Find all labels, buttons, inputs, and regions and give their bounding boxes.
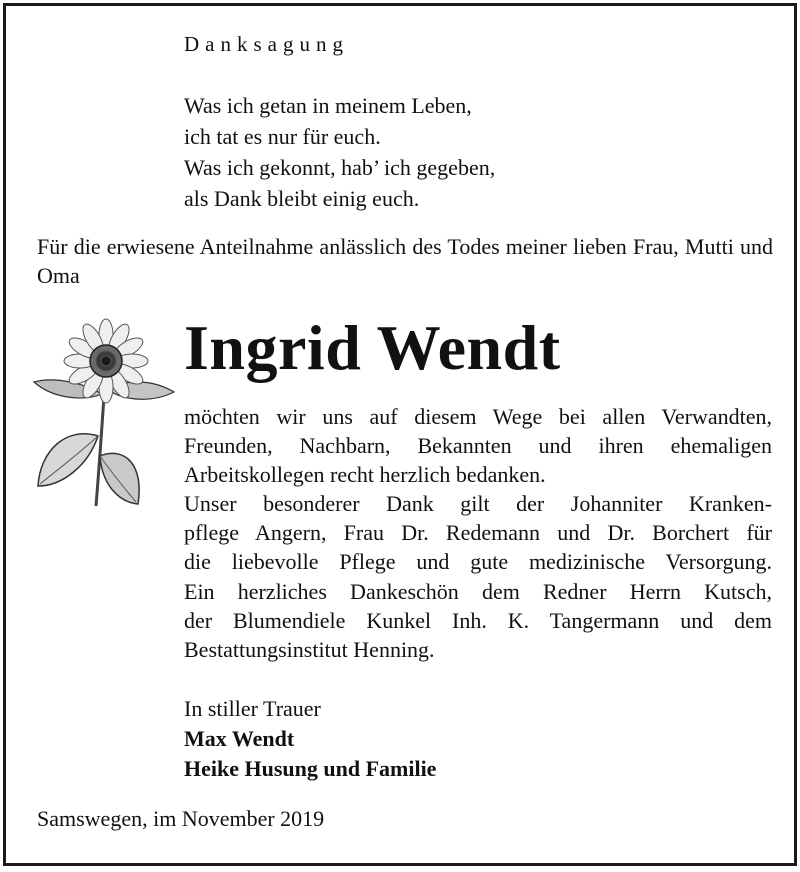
intro-text: Für die erwiesene Anteilnahme anlässlich des Todes meiner lieben Frau, Mutti und Oma [37,234,773,288]
text-line: die liebevolle Pflege und gute medizinische Versorgung. [184,549,772,575]
text-line: Arbeitskollegen recht herzlich bedanken. [184,462,546,488]
sunflower-illustration [26,316,186,526]
signer-name: Heike Husung und Familie [184,756,437,781]
text-line: möchten wir uns auf diesem Wege bei allen Verwandten, [184,404,772,429]
signoff-line: In stiller Trauer [184,696,321,721]
notice-heading: Danksagung [184,32,349,56]
text-line: Unser besonderer Dank gilt der Johanniter Kranken- [184,491,772,517]
signature-block [184,694,436,784]
text-line: pflege Angern, Frau Dr. Redemann und Dr. Borchert für [184,520,772,546]
obituary-notice [3,3,797,866]
poem-line: ich tat es nur für euch. [184,124,381,149]
text-line: der Blumendiele Kunkel Inh. K. Tangermann und dem [184,607,772,633]
thanks-text [184,402,772,664]
poem-line: Was ich gekonnt, hab’ ich gegeben, [184,155,496,180]
text-line: Freunden, Nachbarn, Bekannten und ihren ehemaligen [184,433,772,459]
signer-name: Max Wendt [184,726,295,751]
text-line: Bestattungsinstitut Henning. [184,636,435,662]
text-line: Ein herzliches Dankeschön dem Redner Herrn Kutsch, [184,578,772,604]
poem-line: Was ich getan in meinem Leben, [184,93,472,118]
deceased-name: Ingrid Wendt [184,312,561,383]
poem-line: als Dank bleibt einig euch. [184,186,420,211]
poem [184,90,495,214]
place-date: Samswegen, im November 2019 [37,806,325,831]
